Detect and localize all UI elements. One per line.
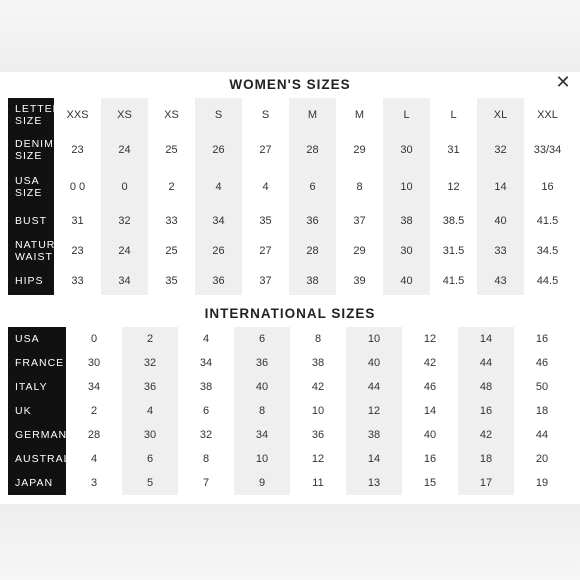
- table-cell: 12: [311, 453, 325, 465]
- table-cell: 3: [90, 477, 98, 489]
- table-cell: 36: [195, 266, 242, 295]
- table-cell: 31: [71, 214, 84, 227]
- table-cell: 34: [199, 357, 213, 369]
- table-cell: 31.5: [442, 245, 465, 257]
- table-cell: 6: [234, 327, 290, 351]
- table-cell: 7: [202, 477, 210, 489]
- table-cell: 36: [234, 351, 290, 375]
- row-label: UK: [8, 399, 66, 423]
- table-cell: 31: [447, 144, 460, 156]
- table-cell: 37: [353, 214, 366, 227]
- table-cell: 44: [346, 375, 402, 399]
- table-cell: 44: [458, 351, 514, 375]
- table-cell: 30: [383, 131, 430, 169]
- row-label: BUST: [8, 205, 54, 236]
- table-cell: 8: [314, 333, 322, 345]
- table-cell: 35: [259, 214, 272, 227]
- table-cell: XXL: [537, 108, 558, 121]
- international-sizes-title: INTERNATIONAL SIZES: [204, 306, 376, 321]
- table-cell: 18: [458, 447, 514, 471]
- table-cell: 12: [346, 399, 402, 423]
- table-cell: 40: [477, 205, 524, 236]
- table-cell: 38: [383, 205, 430, 236]
- table-row: [8, 471, 570, 495]
- table-cell: 16: [535, 333, 549, 345]
- table-cell: 37: [259, 274, 272, 287]
- row-label: AUSTRALIA: [8, 447, 66, 471]
- table-cell: 40: [423, 429, 437, 441]
- table-cell: 18: [535, 405, 549, 417]
- table-row: [8, 327, 570, 351]
- table-cell: 14: [458, 327, 514, 351]
- table-cell: 30: [87, 357, 101, 369]
- table-cell: 42: [458, 423, 514, 447]
- row-label: GERMANY: [8, 423, 66, 447]
- table-row: [8, 351, 570, 375]
- table-cell: 41.5: [442, 274, 465, 287]
- table-cell: XS: [164, 108, 179, 121]
- table-cell: 6: [202, 405, 210, 417]
- table-cell: L: [450, 108, 457, 121]
- table-cell: 26: [195, 236, 242, 266]
- row-label: FRANCE: [8, 351, 66, 375]
- table-cell: 27: [259, 144, 272, 156]
- table-cell: 9: [234, 471, 290, 495]
- table-cell: 28: [289, 131, 336, 169]
- table-cell: 33: [71, 274, 84, 287]
- table-cell: XL: [477, 98, 524, 131]
- table-cell: XS: [101, 98, 148, 131]
- table-row: [8, 205, 571, 236]
- table-cell: 20: [535, 453, 549, 465]
- table-cell: 38: [311, 357, 325, 369]
- table-cell: 38.5: [442, 214, 465, 227]
- table-cell: 32: [101, 205, 148, 236]
- table-cell: 15: [423, 477, 437, 489]
- table-row: [8, 169, 571, 205]
- table-cell: 17: [458, 471, 514, 495]
- womens-size-table: [8, 98, 571, 295]
- table-cell: XXS: [66, 108, 89, 121]
- row-label: HIPS: [8, 266, 54, 295]
- table-row: [8, 236, 571, 266]
- table-cell: 10: [311, 405, 325, 417]
- table-cell: 32: [199, 429, 213, 441]
- table-cell: 30: [383, 236, 430, 266]
- table-row: [8, 423, 570, 447]
- table-cell: 8: [202, 453, 210, 465]
- table-cell: 44: [535, 429, 549, 441]
- table-cell: 2: [122, 327, 178, 351]
- table-cell: 8: [356, 181, 363, 193]
- table-cell: 34: [234, 423, 290, 447]
- close-icon[interactable]: ✕: [555, 72, 571, 92]
- table-cell: 42: [311, 381, 325, 393]
- table-cell: 13: [346, 471, 402, 495]
- table-cell: 23: [71, 245, 84, 257]
- table-cell: 50: [535, 381, 549, 393]
- table-cell: M: [289, 98, 336, 131]
- table-cell: 26: [195, 131, 242, 169]
- table-cell: 34: [87, 381, 101, 393]
- table-cell: 2: [90, 405, 98, 417]
- table-cell: 48: [458, 375, 514, 399]
- table-cell: 34: [195, 205, 242, 236]
- table-cell: 12: [423, 333, 437, 345]
- table-cell: 40: [383, 266, 430, 295]
- international-size-table: [8, 327, 570, 495]
- table-row: [8, 98, 571, 131]
- table-cell: 29: [353, 245, 366, 257]
- row-label: USA: [8, 327, 66, 351]
- table-cell: 16: [423, 453, 437, 465]
- table-cell: 16: [458, 399, 514, 423]
- table-cell: 4: [195, 169, 242, 205]
- table-cell: 4: [202, 333, 210, 345]
- row-label: NATURAL WAIST: [8, 236, 54, 266]
- top-background: [0, 0, 580, 72]
- table-cell: 27: [259, 245, 272, 257]
- table-cell: S: [195, 98, 242, 131]
- table-cell: S: [261, 108, 270, 121]
- row-label: JAPAN: [8, 471, 66, 495]
- table-cell: 28: [87, 429, 101, 441]
- table-cell: 32: [477, 131, 524, 169]
- table-cell: 5: [122, 471, 178, 495]
- bottom-background: [0, 504, 580, 580]
- table-cell: 14: [477, 169, 524, 205]
- table-cell: 6: [289, 169, 336, 205]
- table-cell: 8: [234, 399, 290, 423]
- table-cell: 24: [101, 236, 148, 266]
- row-label: USA SIZE: [8, 169, 54, 205]
- table-cell: 23: [71, 144, 84, 156]
- table-cell: 6: [122, 447, 178, 471]
- table-cell: 46: [423, 381, 437, 393]
- table-cell: 33/34: [533, 144, 562, 156]
- table-cell: 4: [122, 399, 178, 423]
- table-cell: 46: [535, 357, 549, 369]
- table-cell: M: [354, 108, 365, 121]
- table-cell: 28: [289, 236, 336, 266]
- table-cell: 41.5: [536, 214, 559, 227]
- table-cell: 24: [101, 131, 148, 169]
- table-cell: 33: [477, 236, 524, 266]
- table-cell: 0 0: [69, 181, 86, 193]
- table-cell: 30: [122, 423, 178, 447]
- table-cell: 42: [423, 357, 437, 369]
- table-cell: 33: [165, 214, 178, 227]
- table-row: [8, 399, 570, 423]
- table-cell: 39: [353, 274, 366, 287]
- table-cell: 40: [234, 375, 290, 399]
- table-cell: 0: [101, 169, 148, 205]
- table-cell: L: [383, 98, 430, 131]
- table-cell: 25: [165, 144, 178, 156]
- row-label: DENIM SIZE: [8, 131, 54, 169]
- table-cell: 36: [122, 375, 178, 399]
- table-cell: 0: [90, 333, 98, 345]
- table-cell: 4: [90, 453, 98, 465]
- table-cell: 36: [289, 205, 336, 236]
- table-cell: 40: [346, 351, 402, 375]
- table-cell: 11: [312, 477, 324, 489]
- table-cell: 44.5: [536, 274, 559, 287]
- row-label: ITALY: [8, 375, 66, 399]
- table-cell: 38: [199, 381, 213, 393]
- table-cell: 34.5: [536, 245, 559, 257]
- table-cell: 38: [346, 423, 402, 447]
- table-cell: 34: [101, 266, 148, 295]
- table-cell: 32: [122, 351, 178, 375]
- table-cell: 14: [423, 405, 437, 417]
- table-cell: 36: [311, 429, 325, 441]
- table-row: [8, 375, 570, 399]
- table-row: [8, 447, 570, 471]
- table-row: [8, 266, 571, 295]
- table-cell: 25: [165, 245, 178, 257]
- table-cell: 10: [234, 447, 290, 471]
- table-cell: 43: [477, 266, 524, 295]
- table-cell: 38: [289, 266, 336, 295]
- row-label: LETTER SIZE: [8, 98, 54, 131]
- table-cell: 4: [262, 181, 269, 193]
- table-cell: 12: [447, 181, 460, 193]
- table-row: [8, 131, 571, 169]
- womens-sizes-title: WOMEN'S SIZES: [229, 77, 351, 92]
- table-cell: 10: [346, 327, 402, 351]
- table-cell: 16: [541, 181, 554, 193]
- table-cell: 35: [165, 274, 178, 287]
- table-cell: 14: [346, 447, 402, 471]
- table-cell: 29: [353, 144, 366, 156]
- table-cell: 2: [168, 181, 175, 193]
- table-cell: 19: [535, 477, 549, 489]
- table-cell: 10: [383, 169, 430, 205]
